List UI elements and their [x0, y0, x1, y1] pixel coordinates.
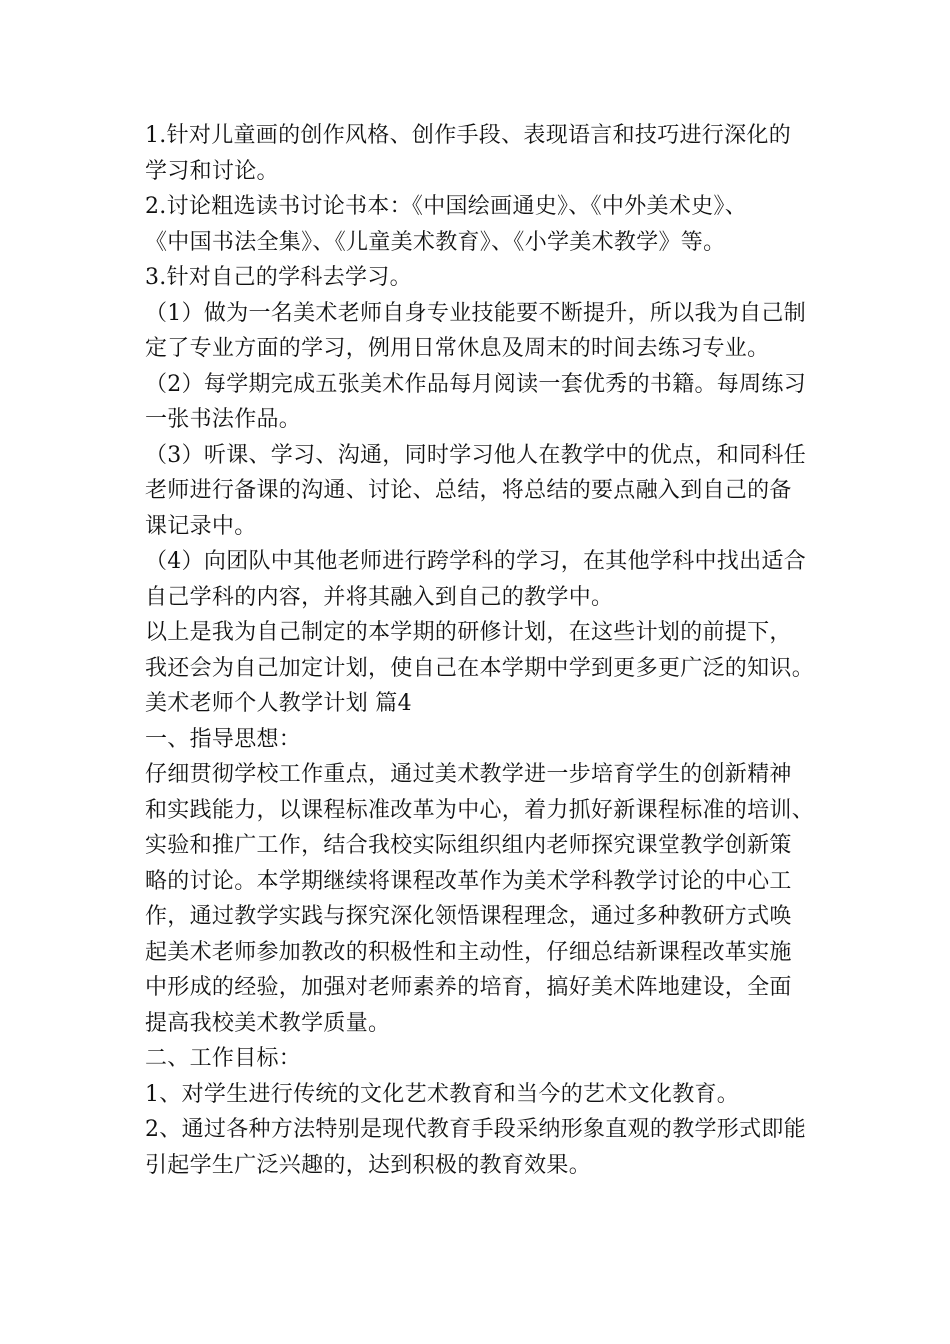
text-line: 1、对学生进行传统的文化艺术教育和当今的艺术文化教育。: [145, 1081, 740, 1107]
text-line: 和实践能力，以课程标准改革为中心，着力抓好新课程标准的培训、: [145, 797, 815, 823]
section-heading: 美术老师个人教学计划 篇4: [145, 691, 412, 716]
text-line: 定了专业方面的学习，例用日常休息及周末的时间去练习专业。: [145, 336, 770, 361]
text-line: 作，通过教学实践与探究深化领悟课程理念，通过多种教研方式唤: [145, 904, 792, 929]
text-line: 1.针对儿童画的创作风格、创作手段、表现语言和技巧进行深化的: [145, 123, 791, 148]
text-line: 提高我校美术教学质量。: [145, 1010, 391, 1036]
text-line: 我还会为自己加定计划，使自己在本学期中学到更多更广泛的知识。: [145, 655, 815, 681]
text-line: 2.讨论粗选读书讨论书本：《中国绘画通史》、《中外美术史》、: [145, 194, 747, 219]
text-line: 老师进行备课的沟通、讨论、总结，将总结的要点融入到自己的备: [145, 478, 792, 503]
document-body: [145, 118, 815, 1183]
text-line: 课记录中。: [145, 513, 257, 539]
text-line: 学习和讨论。: [145, 158, 279, 184]
text-line: （3）听课、学习、沟通，同时学习他人在教学中的优点，和同科任: [145, 442, 806, 468]
text-line: 略的讨论。本学期继续将课程改革作为美术学科教学讨论的中心工: [145, 868, 792, 894]
subsection-heading: 一、指导思想：: [145, 726, 302, 752]
text-line: 一张书法作品。: [145, 407, 302, 432]
subsection-heading: 二、工作目标：: [145, 1046, 302, 1071]
text-line: 中形成的经验，加强对老师素养的培育，搞好美术阵地建设，全面: [145, 975, 792, 1000]
text-line: 仔细贯彻学校工作重点，通过美术教学进一步培育学生的创新精神: [145, 762, 792, 787]
text-line: 自己学科的内容，并将其融入到自己的教学中。: [145, 584, 614, 610]
text-line: （1）做为一名美术老师自身专业技能要不断提升，所以我为自己制: [145, 300, 806, 326]
text-line: 实验和推广工作，结合我校实际组织组内老师探究课堂教学创新策: [145, 833, 792, 858]
text-line: 起美术老师参加教改的积极性和主动性，仔细总结新课程改革实施: [145, 939, 792, 965]
text-line: 3.针对自己的学科去学习。: [145, 265, 412, 290]
text-line: （2）每学期完成五张美术作品每月阅读一套优秀的书籍。每周练习: [145, 371, 806, 397]
text-line: 以上是我为自己制定的本学期的研修计划，在这些计划的前提下，: [145, 620, 792, 645]
text-line: 2、通过各种方法特别是现代教育手段采纳形象直观的教学形式即能: [145, 1117, 806, 1142]
text-line: 引起学生广泛兴趣的，达到积极的教育效果。: [145, 1152, 592, 1178]
text-line: 《中国书法全集》、《儿童美术教育》、《小学美术教学》等。: [145, 229, 726, 255]
text-line: （4）向团队中其他老师进行跨学科的学习，在其他学科中找出适合: [145, 549, 806, 574]
